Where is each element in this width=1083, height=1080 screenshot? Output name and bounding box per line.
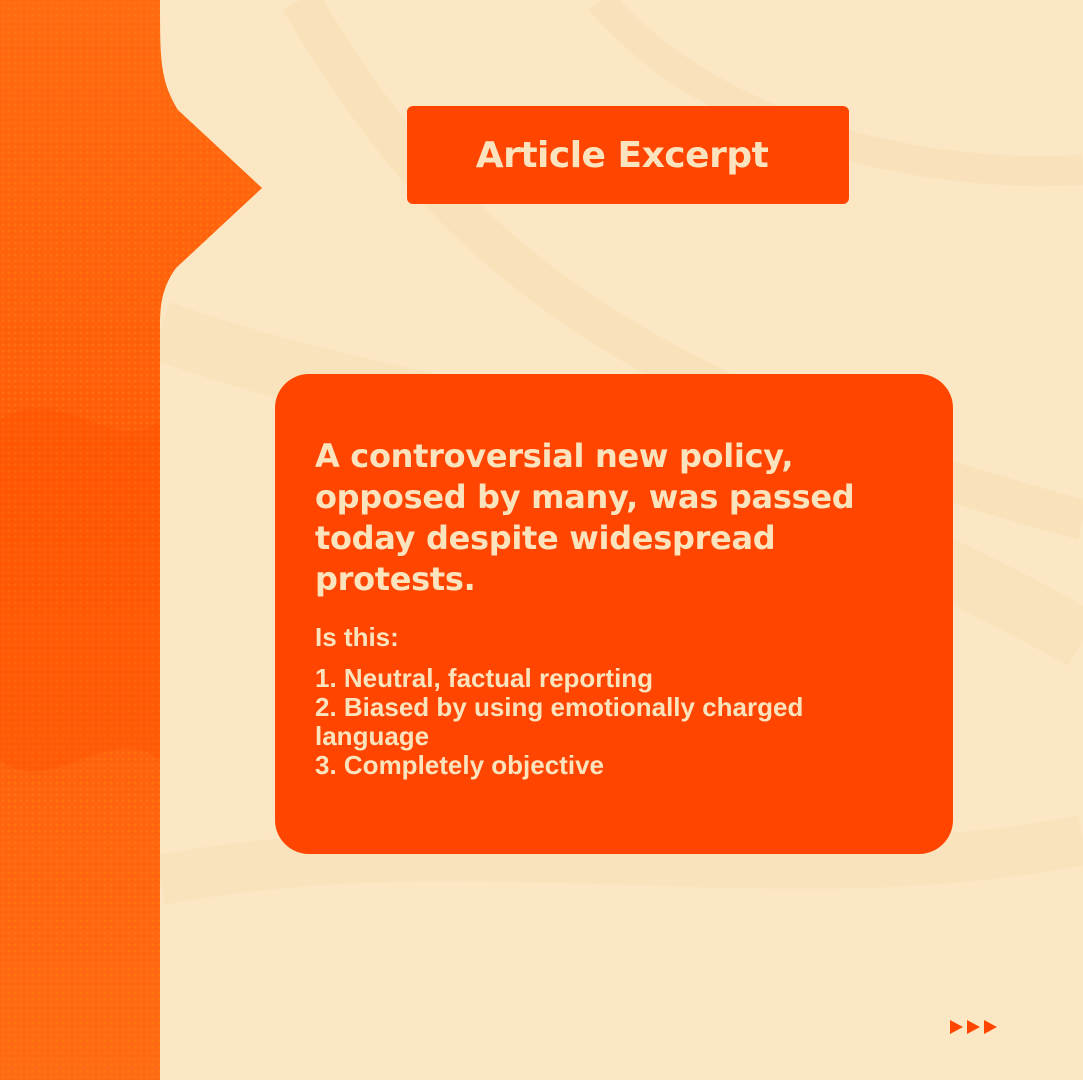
excerpt-headline: A controversial new policy, opposed by many, was passed today despite widespread protests.: [315, 437, 855, 598]
excerpt-card: [275, 374, 953, 854]
question-prompt: Is this:: [315, 622, 399, 652]
option-1: 1. Neutral, factual reporting: [315, 663, 654, 693]
page-title: Article Excerpt: [475, 134, 769, 176]
option-2: 2. Biased by using emotionally charged language: [315, 692, 804, 751]
title-badge: [407, 106, 849, 204]
answer-options: [315, 664, 875, 780]
next-arrows-icon[interactable]: [950, 1019, 1000, 1035]
option-3: 3. Completely objective: [315, 750, 604, 780]
